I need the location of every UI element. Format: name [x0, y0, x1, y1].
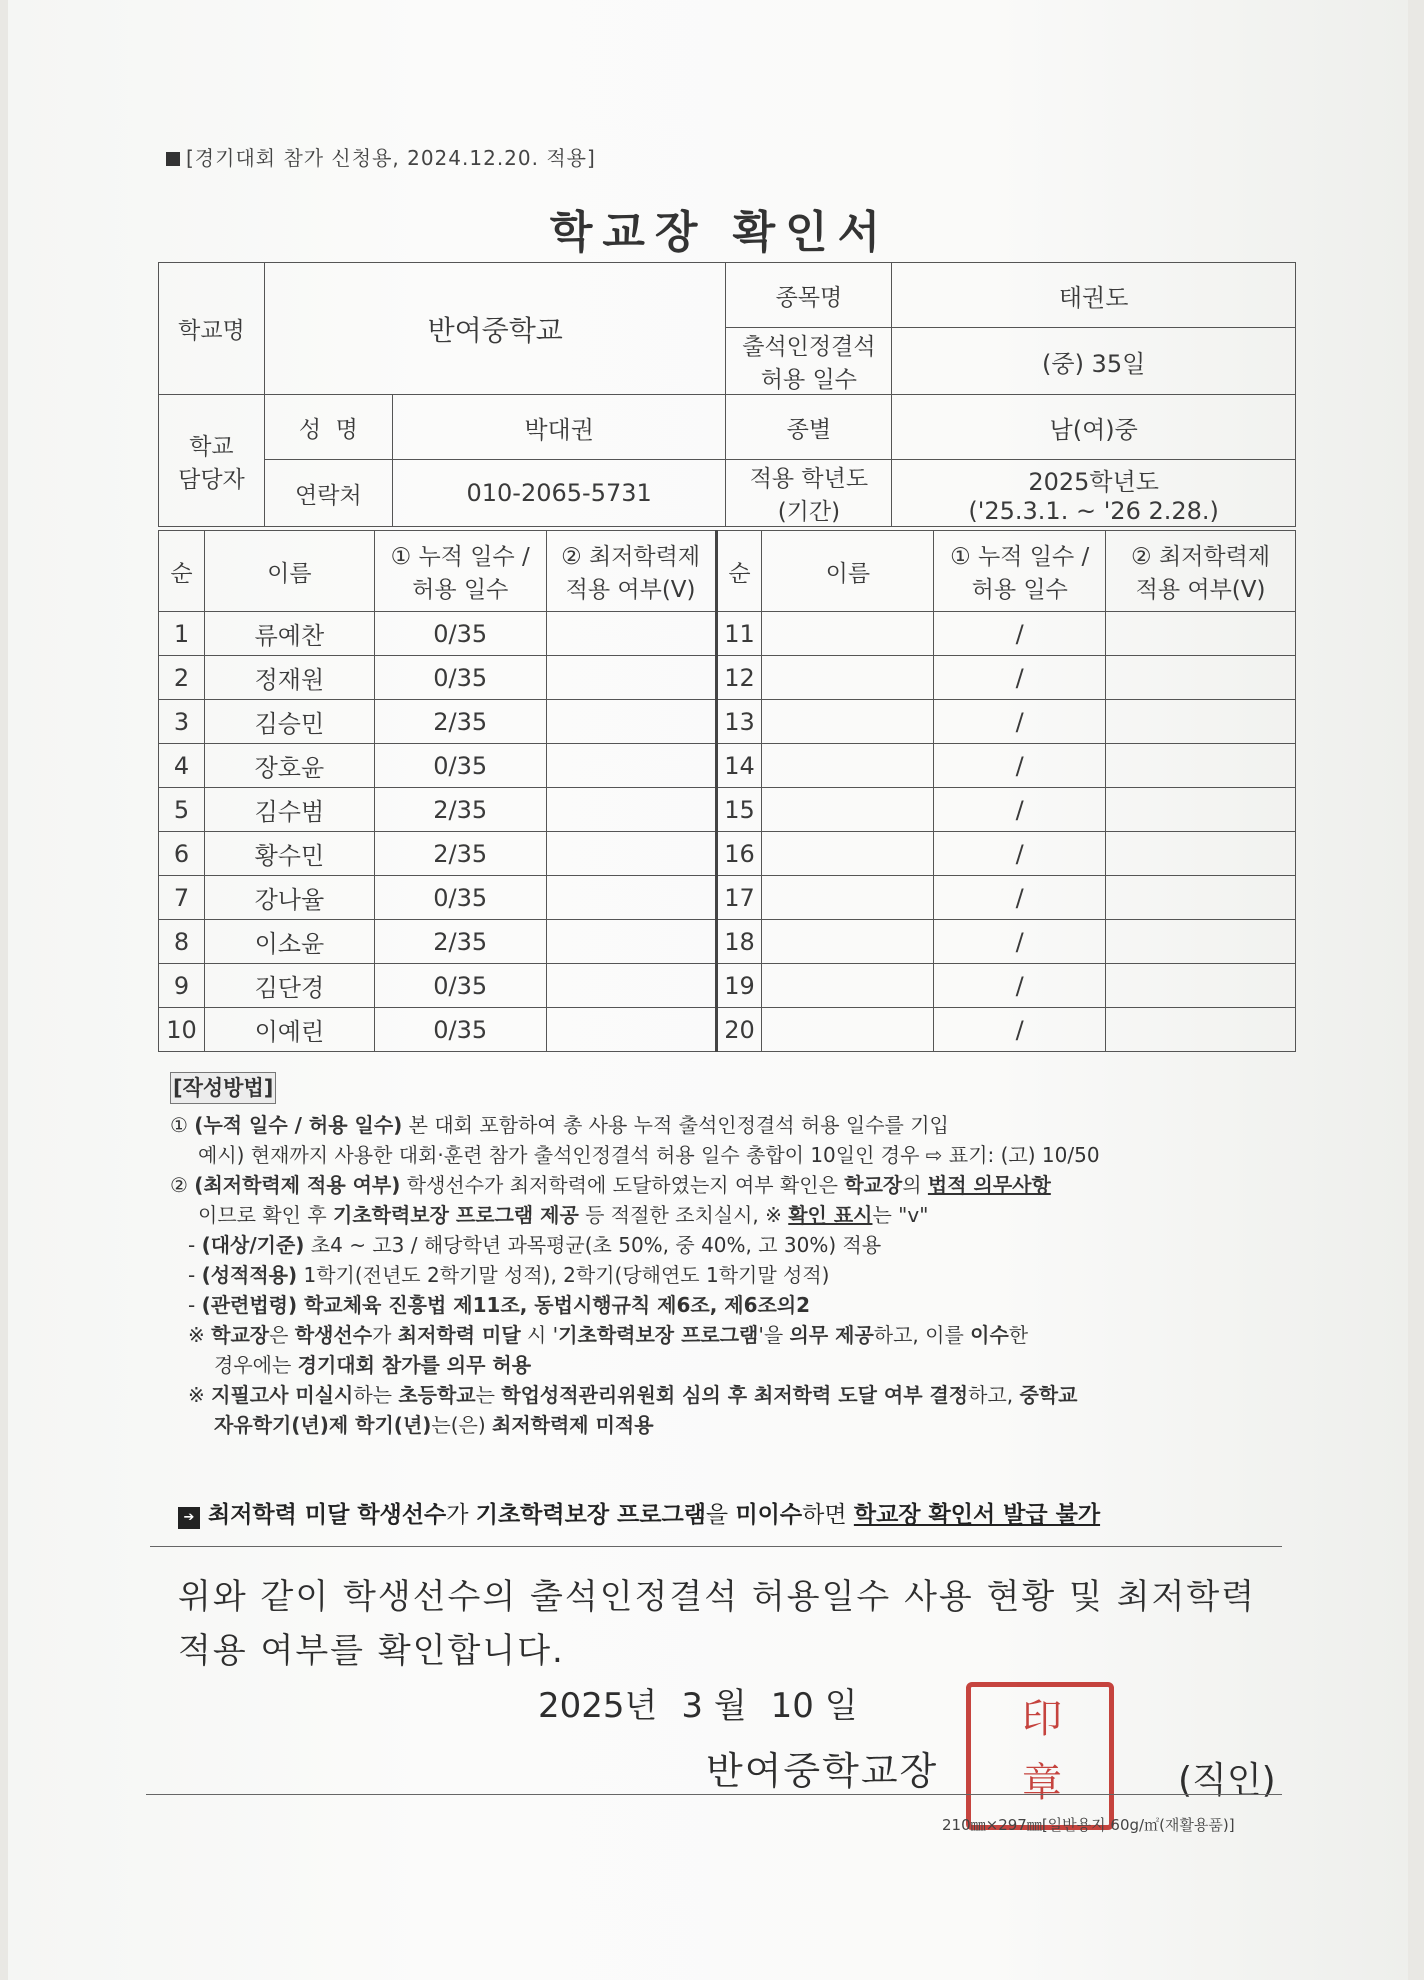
info-table	[158, 262, 1296, 527]
table-row	[159, 700, 1296, 744]
cumulative-days: 0/35	[374, 744, 546, 788]
manager-label: 학교 담당자	[159, 395, 265, 527]
method-line: 이므로 확인 후 기초학력보장 프로그램 제공 등 적절한 조치실시, ※ 확인 표시는 "v"	[198, 1203, 929, 1227]
official-seal: 印 章	[966, 1682, 1114, 1830]
header-no: 순	[159, 531, 205, 612]
cumulative-days-right: /	[934, 656, 1106, 700]
table-row	[159, 964, 1296, 1008]
method-line: ② (최저학력제 적용 여부) 학생선수가 최저학력에 도달하였는지 여부 확인은 학교장의 법적 의무사항	[170, 1173, 1051, 1197]
cumulative-days-right: /	[934, 964, 1106, 1008]
table-header-row	[159, 531, 1296, 612]
min-achievement-check	[546, 612, 716, 656]
min-achievement-check	[546, 964, 716, 1008]
row-no-right: 17	[716, 876, 762, 920]
contact-label: 연락처	[264, 460, 392, 527]
row-no-right: 18	[716, 920, 762, 964]
row-no: 9	[159, 964, 205, 1008]
student-name: 이예린	[204, 1008, 374, 1052]
table-row	[159, 744, 1296, 788]
student-name-right	[762, 788, 934, 832]
min-achievement-check	[546, 832, 716, 876]
cumulative-days-right: /	[934, 612, 1106, 656]
student-name-right	[762, 832, 934, 876]
row-no: 10	[159, 1008, 205, 1052]
student-name: 황수민	[204, 832, 374, 876]
student-name: 장호윤	[204, 744, 374, 788]
cumulative-days: 2/35	[374, 920, 546, 964]
min-achievement-check	[546, 656, 716, 700]
year-label: 적용 학년도 (기간)	[726, 460, 892, 527]
student-name: 김단경	[204, 964, 374, 1008]
method-line: ※ 학교장은 학생선수가 최저학력 미달 시 '기초학력보장 프로그램'을 의무 제공하고, 이를 이수한	[188, 1323, 1029, 1347]
student-name-right	[762, 612, 934, 656]
row-no: 3	[159, 700, 205, 744]
row-no: 8	[159, 920, 205, 964]
min-achievement-check-right	[1106, 876, 1296, 920]
method-line: - (대상/기준) 초4 ~ 고3 / 해당학년 과목평균(초 50%, 중 40%, 고 30%) 적용	[188, 1233, 882, 1257]
seal-label: (직인)	[1178, 1760, 1276, 1801]
header-name-right: 이름	[762, 531, 934, 612]
student-name-right	[762, 876, 934, 920]
table-row	[159, 1008, 1296, 1052]
table-row	[159, 920, 1296, 964]
cumulative-days-right: /	[934, 832, 1106, 876]
row-no-right: 12	[716, 656, 762, 700]
student-name: 강나율	[204, 876, 374, 920]
row-no: 2	[159, 656, 205, 700]
header-days-right: ① 누적 일수 / 허용 일수	[934, 531, 1106, 612]
header-name: 이름	[204, 531, 374, 612]
sport-label: 종목명	[726, 263, 892, 328]
method-line: 예시) 현재까지 사용한 대회·훈련 참가 출석인정결석 허용 일수 총합이 10일인 경우 ⇨ 표기: (고) 10/50	[198, 1143, 1100, 1167]
table-row	[159, 788, 1296, 832]
student-name: 류예찬	[204, 612, 374, 656]
cumulative-days: 2/35	[374, 832, 546, 876]
arrow-box-icon: ➔	[178, 1507, 200, 1529]
allowed-days-value: (중) 35일	[892, 328, 1296, 395]
method-line: ※ 지필고사 미실시하는 초등학교는 학업성적관리위원회 심의 후 최저학력 도달 여부 결정하고, 중학교	[188, 1383, 1078, 1407]
student-name-right	[762, 964, 934, 1008]
school-name: 반여중학교	[264, 263, 726, 395]
row-no: 6	[159, 832, 205, 876]
min-achievement-check	[546, 876, 716, 920]
contact-value: 010-2065-5731	[392, 460, 726, 527]
confirmation-text: 위와 같이 학생선수의 출석인정결석 허용일수 사용 현황 및 최저학력 적용 여부를 확인합니다.	[178, 1577, 1257, 1671]
min-achievement-check-right	[1106, 744, 1296, 788]
method-line: - (관련법령) 학교체육 진흥법 제11조, 동법시행규칙 제6조, 제6조의2	[188, 1293, 811, 1317]
issue-date: 2025년 3 월 10 일	[538, 1686, 858, 1726]
header-min-right: ② 최저학력제 적용 여부(V)	[1106, 531, 1296, 612]
student-name-right	[762, 744, 934, 788]
document-title: 학교장 확인서	[549, 207, 891, 258]
cumulative-days: 2/35	[374, 788, 546, 832]
cumulative-days-right: /	[934, 920, 1106, 964]
row-no-right: 11	[716, 612, 762, 656]
row-no-right: 15	[716, 788, 762, 832]
writing-method	[170, 1072, 1300, 1440]
cumulative-days: 0/35	[374, 1008, 546, 1052]
cumulative-days: 2/35	[374, 700, 546, 744]
student-name: 이소윤	[204, 920, 374, 964]
cumulative-days-right: /	[934, 1008, 1106, 1052]
row-no: 4	[159, 744, 205, 788]
cumulative-days-right: /	[934, 744, 1106, 788]
document-page	[8, 0, 1408, 1980]
min-achievement-check-right	[1106, 964, 1296, 1008]
bottom-divider	[146, 1794, 1282, 1795]
method-line: ① (누적 일수 / 허용 일수) 본 대회 포함하여 총 사용 누적 출석인정결석 허용 일수를 기입	[170, 1113, 949, 1137]
method-line: 경우에는 경기대회 참가를 의무 허용	[214, 1353, 532, 1377]
min-achievement-check-right	[1106, 700, 1296, 744]
row-no-right: 20	[716, 1008, 762, 1052]
row-no: 5	[159, 788, 205, 832]
student-name-right	[762, 920, 934, 964]
row-no: 1	[159, 612, 205, 656]
school-label: 학교명	[159, 263, 265, 395]
table-row	[159, 612, 1296, 656]
cumulative-days: 0/35	[374, 656, 546, 700]
divider	[150, 1546, 1282, 1547]
row-no-right: 13	[716, 700, 762, 744]
min-achievement-check-right	[1106, 788, 1296, 832]
student-name: 김수범	[204, 788, 374, 832]
header-no-right: 순	[716, 531, 762, 612]
cumulative-days: 0/35	[374, 612, 546, 656]
gender-label: 종별	[726, 395, 892, 460]
min-achievement-check-right	[1106, 920, 1296, 964]
min-achievement-check	[546, 1008, 716, 1052]
min-achievement-check	[546, 788, 716, 832]
row-no: 7	[159, 876, 205, 920]
square-bullet-icon	[166, 152, 180, 166]
student-name: 김승민	[204, 700, 374, 744]
cumulative-days: 0/35	[374, 964, 546, 1008]
paper-spec-footer: 210㎜×297㎜[일반용지 60g/㎡(재활용품)]	[942, 1816, 1235, 1834]
student-table	[158, 530, 1296, 1052]
row-no-right: 16	[716, 832, 762, 876]
row-no-right: 19	[716, 964, 762, 1008]
warning-line: ➔ 최저학력 미달 학생선수가 기초학력보장 프로그램을 미이수하면 학교장 확인서 발급 불가	[178, 1496, 1100, 1529]
table-row	[159, 656, 1296, 700]
min-achievement-check-right	[1106, 656, 1296, 700]
min-achievement-check-right	[1106, 612, 1296, 656]
cumulative-days-right: /	[934, 876, 1106, 920]
student-name-right	[762, 1008, 934, 1052]
cumulative-days-right: /	[934, 788, 1106, 832]
table-row	[159, 876, 1296, 920]
method-line: 자유학기(년)제 학기(년)는(은) 최저학력제 미적용	[214, 1413, 654, 1437]
min-achievement-check-right	[1106, 1008, 1296, 1052]
student-name-right	[762, 656, 934, 700]
min-achievement-check	[546, 744, 716, 788]
year-value: 2025학년도 ('25.3.1. ~ '26 2.28.)	[892, 460, 1296, 527]
min-achievement-check	[546, 920, 716, 964]
header-min: ② 최저학력제 적용 여부(V)	[546, 531, 716, 612]
gender-value: 남(여)중	[892, 395, 1296, 460]
method-line: - (성적적용) 1학기(전년도 2학기말 성적), 2학기(당해연도 1학기말 성적)	[188, 1263, 830, 1287]
manager-name: 박대권	[392, 395, 726, 460]
cumulative-days-right: /	[934, 700, 1106, 744]
min-achievement-check-right	[1106, 832, 1296, 876]
student-name-right	[762, 700, 934, 744]
min-achievement-check	[546, 700, 716, 744]
sport-value: 태권도	[892, 263, 1296, 328]
allowed-days-label: 출석인정결석 허용 일수	[726, 328, 892, 395]
student-name: 정재원	[204, 656, 374, 700]
table-row	[159, 832, 1296, 876]
row-no-right: 14	[716, 744, 762, 788]
principal-title: 반여중학교장	[706, 1749, 939, 1793]
cumulative-days: 0/35	[374, 876, 546, 920]
name-label: 성 명	[264, 395, 392, 460]
header-days: ① 누적 일수 / 허용 일수	[374, 531, 546, 612]
method-heading: [작성방법]	[170, 1072, 276, 1104]
top-note: [경기대회 참가 신청용, 2024.12.20. 적용]	[166, 142, 596, 171]
